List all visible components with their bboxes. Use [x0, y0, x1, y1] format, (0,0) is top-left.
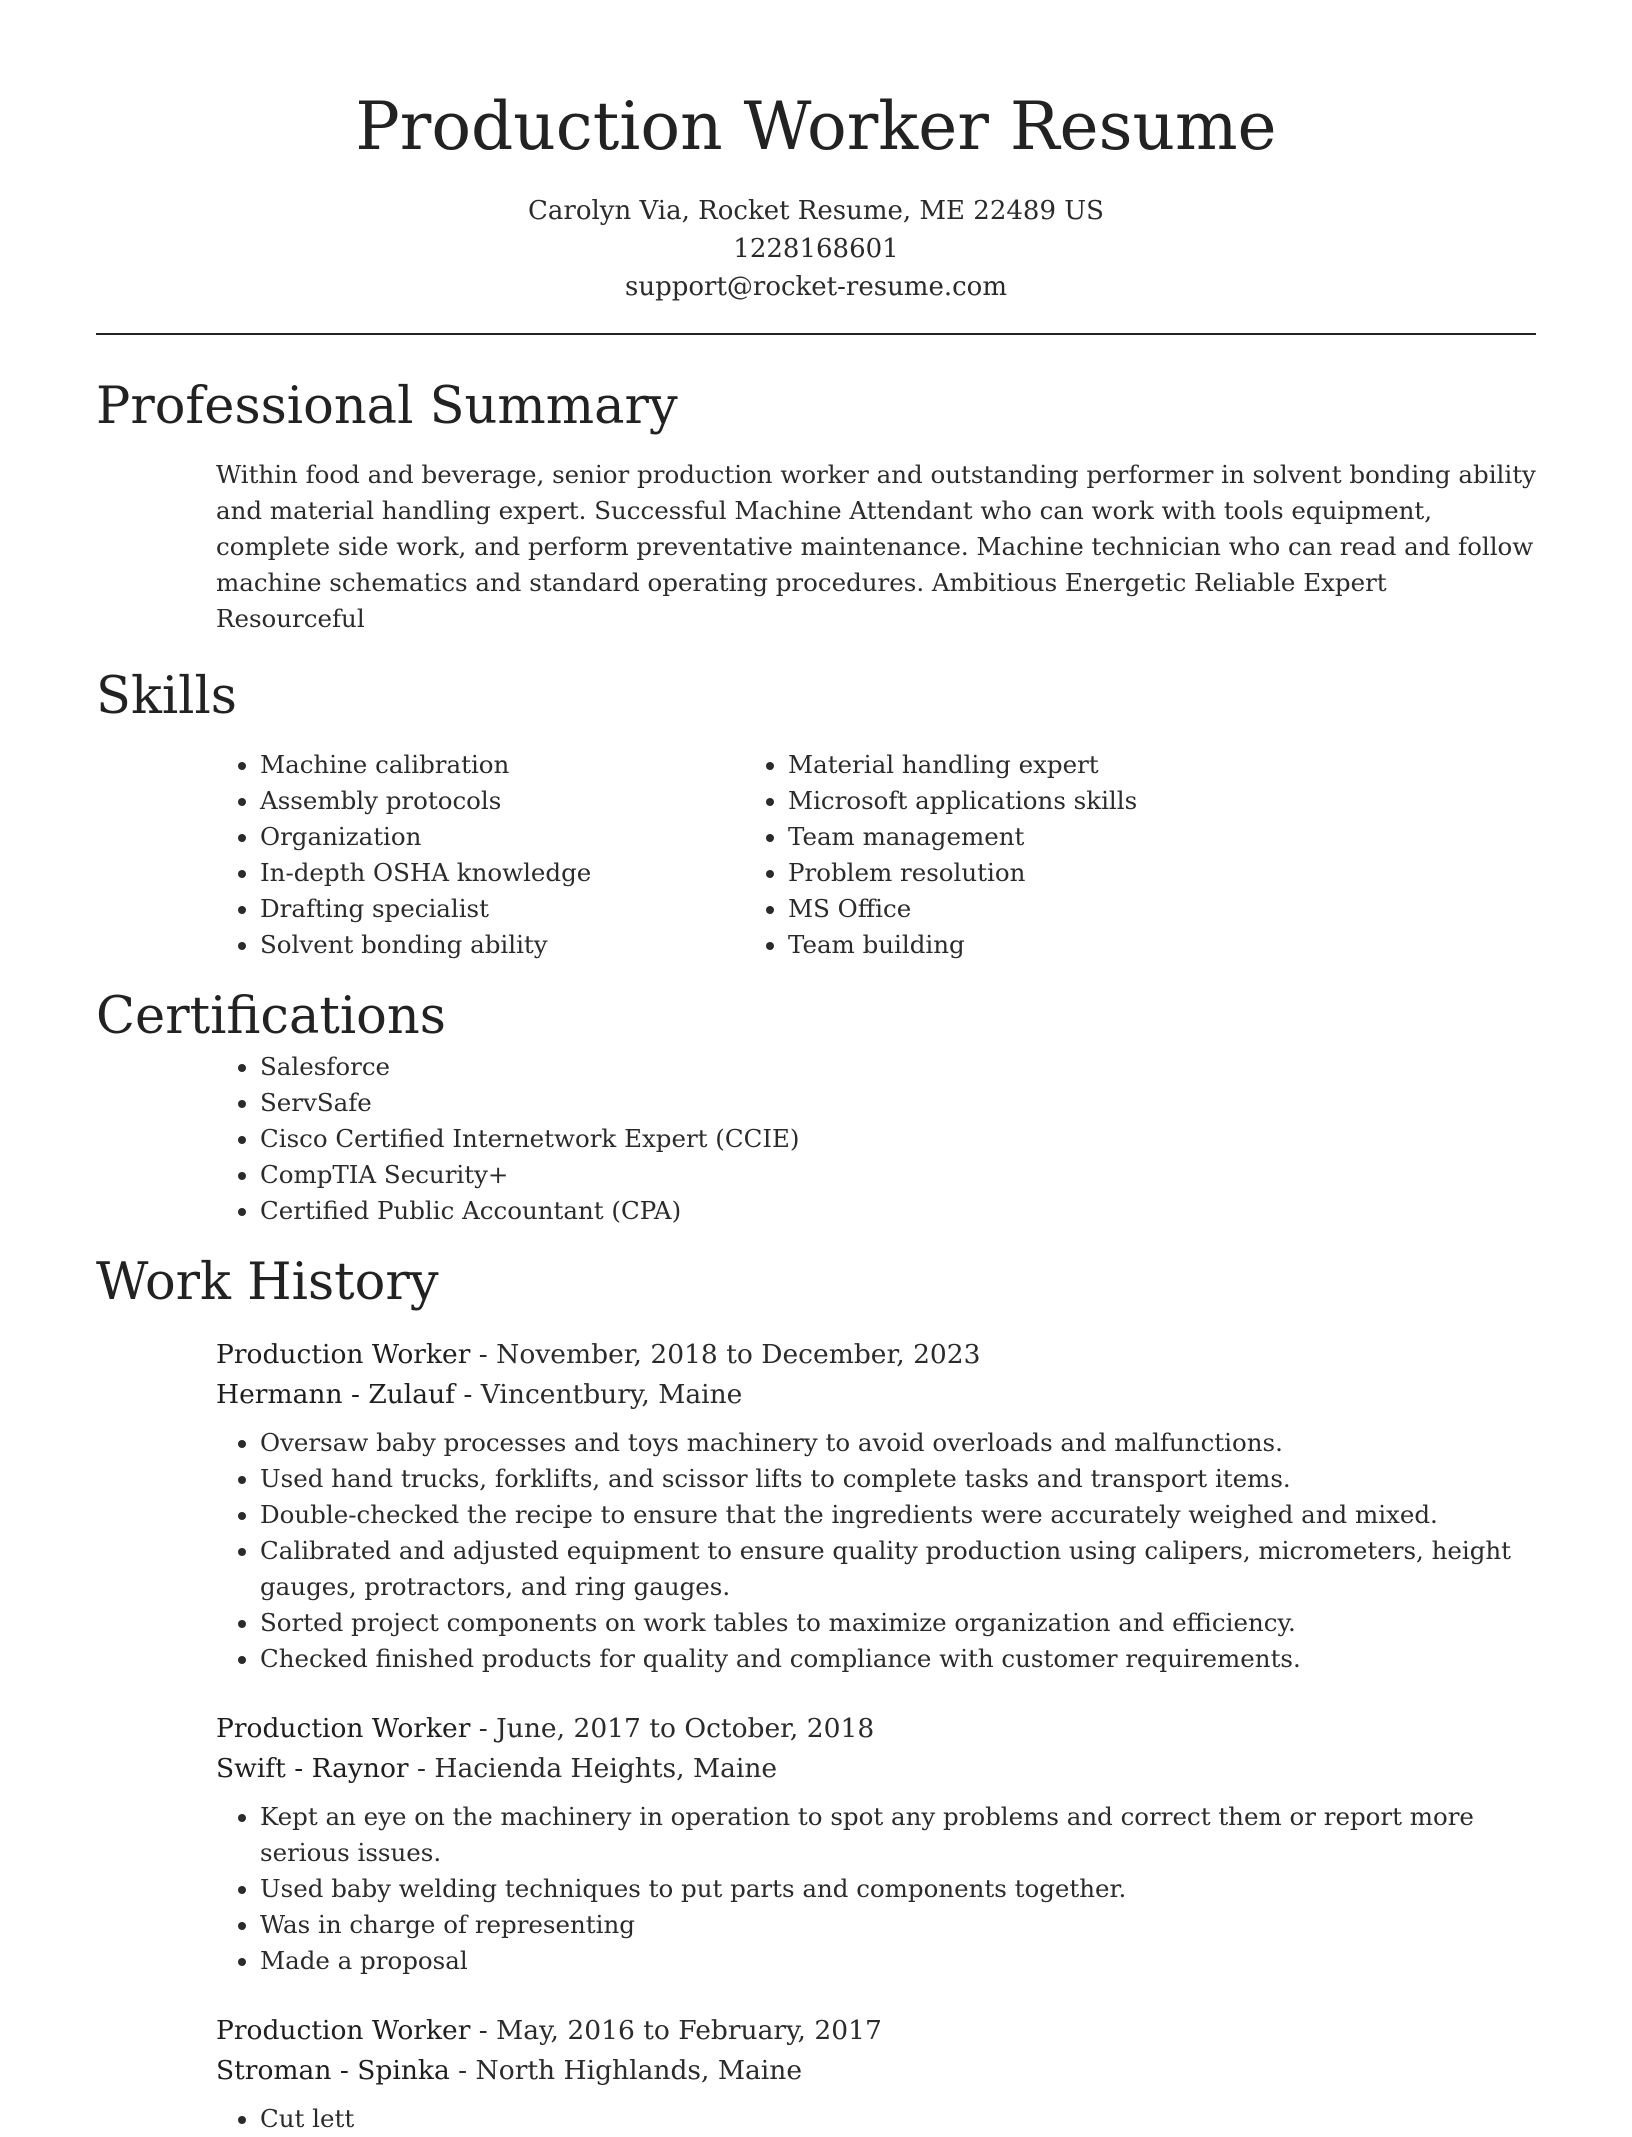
- header-divider: [96, 333, 1536, 335]
- job-company: Hermann - Zulauf: [216, 1379, 455, 1410]
- skill-item: • Problem resolution: [788, 855, 1536, 891]
- certification-item: • Salesforce: [260, 1049, 1536, 1085]
- job-bullet: • Was in charge of representing: [260, 1907, 1536, 1943]
- skill-item: • Organization: [260, 819, 746, 855]
- job-company: Swift - Raynor: [216, 1753, 409, 1784]
- skills-column-left: [96, 747, 746, 963]
- skill-item: • Team management: [788, 819, 1536, 855]
- job-dates: - May, 2016 to February, 2017: [470, 2015, 882, 2046]
- contact-phone: 1228168601: [733, 234, 899, 264]
- contact-block: [96, 192, 1536, 306]
- job-bullet: • Kept an eye on the machinery in operation to spot any problems and correct them or report more serious issues.: [260, 1799, 1536, 1871]
- job-company-line: [216, 1749, 1536, 1789]
- skill-item: • In-depth OSHA knowledge: [260, 855, 746, 891]
- resume-title: Production Worker Resume: [355, 88, 1277, 165]
- job-bullet: • Double-checked the recipe to ensure that the ingredients were accurately weighed and mixed.: [260, 1497, 1536, 1533]
- certification-item: • CompTIA Security+: [260, 1157, 1536, 1193]
- job-company-line: [216, 2051, 1536, 2091]
- skill-item: • Material handling expert: [788, 747, 1536, 783]
- job-title-line: [216, 1709, 1536, 1749]
- job-bullet: • Used hand trucks, forklifts, and scissor lifts to complete tasks and transport items.: [260, 1461, 1536, 1497]
- job-title: Production Worker: [216, 2015, 471, 2046]
- job-title: Production Worker: [216, 1713, 471, 1744]
- contact-address: Carolyn Via, Rocket Resume, ME 22489 US: [528, 196, 1104, 226]
- certification-item: • ServSafe: [260, 1085, 1536, 1121]
- job-bullet: • Checked finished products for quality and compliance with customer requirements.: [260, 1641, 1536, 1677]
- certifications-heading: Certifications: [96, 987, 446, 1046]
- job-dates: - November, 2018 to December, 2023: [470, 1339, 981, 1370]
- work-history-heading: Work History: [96, 1253, 439, 1312]
- job-bullet: • Cut lett: [260, 2101, 1536, 2137]
- skills-column-right: [746, 747, 1536, 963]
- job-company-line: [216, 1375, 1536, 1415]
- certification-item: • Cisco Certified Internetwork Expert (CCIE): [260, 1121, 1536, 1157]
- skill-item: • Drafting specialist: [260, 891, 746, 927]
- job-location: - North Highlands, Maine: [449, 2055, 803, 2086]
- certification-item: • Certified Public Accountant (CPA): [260, 1193, 1536, 1229]
- job-title-line: [216, 1335, 1536, 1375]
- job-bullets: [216, 2101, 1536, 2137]
- job-title-line: [216, 2011, 1536, 2051]
- summary-heading: Professional Summary: [96, 377, 678, 436]
- job-bullet: • Sorted project components on work tables to maximize organization and efficiency.: [260, 1605, 1536, 1641]
- job-dates: - June, 2017 to October, 2018: [470, 1713, 875, 1744]
- skills-grid: [96, 747, 1536, 963]
- summary-text: Within food and beverage, senior production worker and outstanding performer in solvent bonding ability and material handling expert. Successful Machine Attendant who can work with tools equipment, complete side work, and perform preventative maintenance. Machine technician who can read and follow machine schematics and standard operating procedures. Ambitious Energetic Reliable Expert Resourceful: [216, 460, 1536, 633]
- skills-heading: Skills: [96, 667, 237, 726]
- job-company: Stroman - Spinka: [216, 2055, 450, 2086]
- skill-item: • MS Office: [788, 891, 1536, 927]
- contact-email: support@rocket-resume.com: [624, 272, 1007, 302]
- job-title: Production Worker: [216, 1339, 471, 1370]
- skill-item: • Team building: [788, 927, 1536, 963]
- skill-item: • Machine calibration: [260, 747, 746, 783]
- job-location: - Hacienda Heights, Maine: [408, 1753, 778, 1784]
- skill-item: • Assembly protocols: [260, 783, 746, 819]
- job-bullets: [216, 1425, 1536, 1677]
- job-entry: [216, 1335, 1536, 1677]
- job-bullet: • Made a proposal: [260, 1943, 1536, 1979]
- job-entry: [216, 2011, 1536, 2137]
- skills-list-right: [746, 747, 1536, 963]
- resume-page: [96, 0, 1536, 2137]
- certifications-list: [96, 1049, 1536, 1229]
- job-bullets: [216, 1799, 1536, 1979]
- skills-list-left: [96, 747, 746, 963]
- job-location: - Vincentbury, Maine: [454, 1379, 743, 1410]
- job-bullet: • Calibrated and adjusted equipment to ensure quality production using calipers, micrometers, height gauges, protractors, and ring gauges.: [260, 1533, 1536, 1605]
- skill-item: • Microsoft applications skills: [788, 783, 1536, 819]
- skill-item: • Solvent bonding ability: [260, 927, 746, 963]
- job-bullet: • Oversaw baby processes and toys machinery to avoid overloads and malfunctions.: [260, 1425, 1536, 1461]
- job-bullet: • Used baby welding techniques to put parts and components together.: [260, 1871, 1536, 1907]
- job-entry: [216, 1709, 1536, 1979]
